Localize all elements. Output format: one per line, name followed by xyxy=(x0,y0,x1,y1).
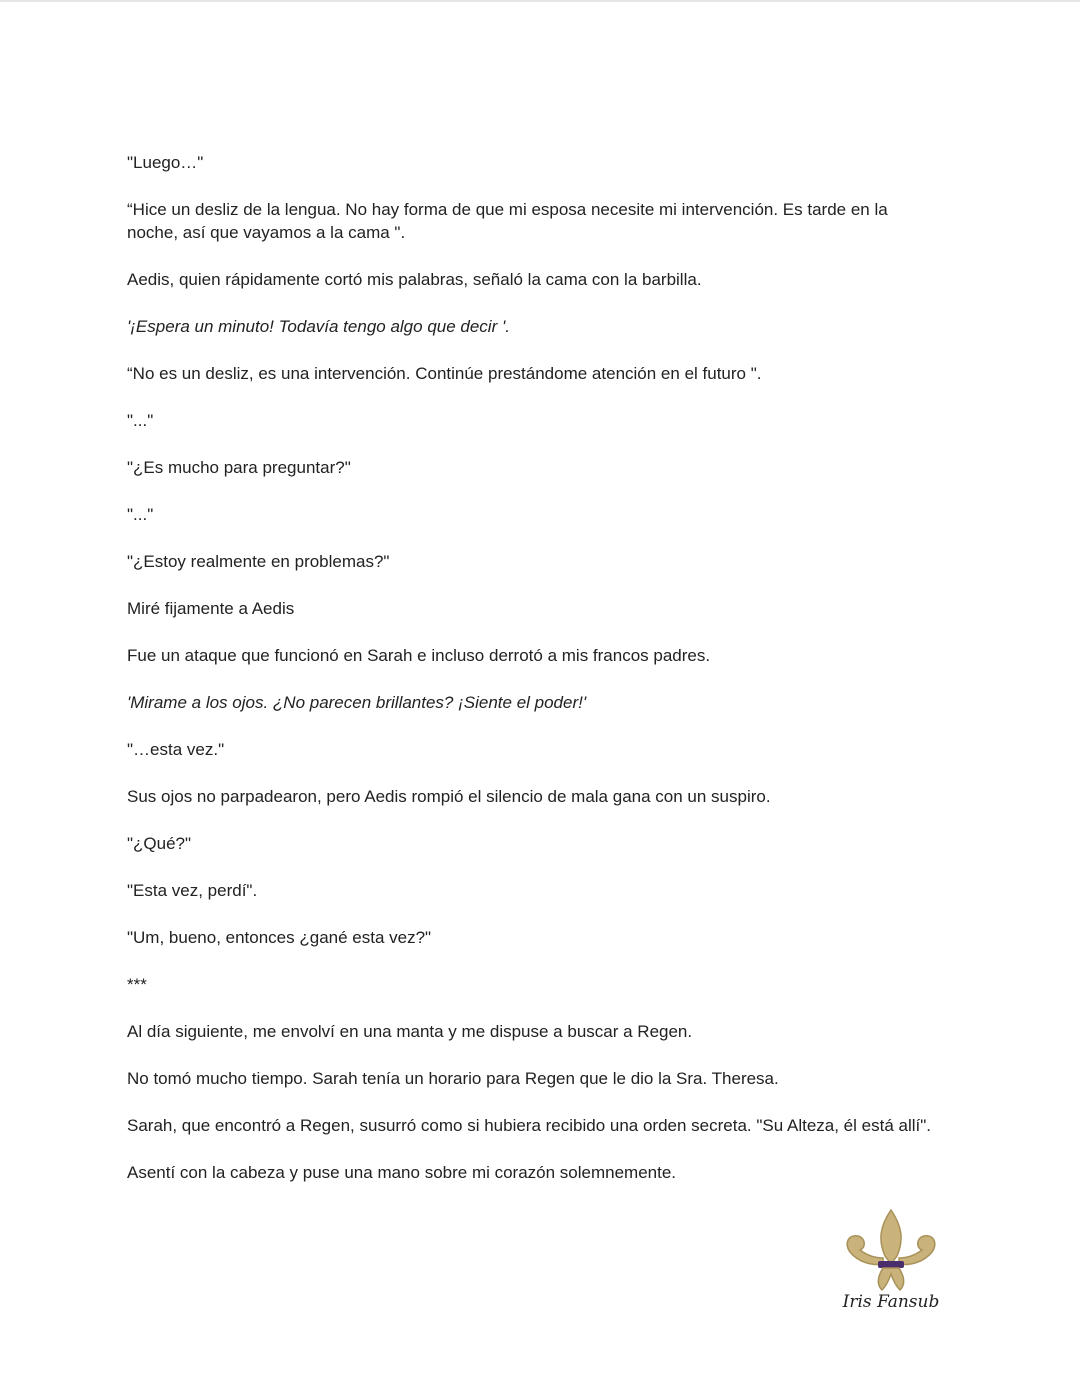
paragraph: Aedis, quien rápidamente cortó mis palabras, señaló la cama con la barbilla. xyxy=(127,270,702,289)
section-separator: *** xyxy=(127,975,147,994)
italic-thought-paragraph: 'Mirame a los ojos. ¿No parecen brillantes? ¡Siente el poder!' xyxy=(127,693,587,712)
logo-text: Iris Fansub xyxy=(842,1292,940,1312)
paragraph: "Luego…" xyxy=(127,153,204,172)
paragraph: Sus ojos no parpadearon, pero Aedis rompió el silencio de mala gana con un suspiro. xyxy=(127,787,771,806)
paragraph: “Hice un desliz de la lengua. No hay forma de que mi esposa necesite mi intervención. Es tarde en la noche, así que vayamos a la cama ". xyxy=(127,200,888,242)
paragraph: Al día siguiente, me envolví en una manta y me dispuse a buscar a Regen. xyxy=(127,1022,693,1041)
fleur-de-lis-icon xyxy=(836,1206,946,1296)
paragraph: "..." xyxy=(127,411,154,430)
paragraph: Fue un ataque que funcionó en Sarah e incluso derrotó a mis francos padres. xyxy=(127,646,711,665)
paragraph: Miré fijamente a Aedis xyxy=(127,599,295,618)
paragraph: No tomó mucho tiempo. Sarah tenía un horario para Regen que le dio la Sra. Theresa. xyxy=(127,1069,779,1088)
paragraph: "..." xyxy=(127,505,154,524)
paragraph: "¿Qué?" xyxy=(127,834,192,853)
paragraph: Sarah, que encontró a Regen, susurró como si hubiera recibido una orden secreta. "Su Alteza, él está allí". xyxy=(127,1116,931,1135)
paragraph: "Um, bueno, entonces ¿gané esta vez?" xyxy=(127,928,432,947)
italic-thought-paragraph: '¡Espera un minuto! Todavía tengo algo que decir '. xyxy=(127,317,510,336)
paragraph: "…esta vez." xyxy=(127,740,225,759)
paragraph: "¿Estoy realmente en problemas?" xyxy=(127,552,390,571)
page-top-border xyxy=(0,0,1080,2)
paragraph: Asentí con la cabeza y puse una mano sobre mi corazón solemnemente. xyxy=(127,1163,677,1182)
paragraph: "¿Es mucho para preguntar?" xyxy=(127,458,351,477)
document-body xyxy=(127,151,937,1208)
paragraph: "Esta vez, perdí". xyxy=(127,881,258,900)
paragraph: “No es un desliz, es una intervención. Continúe prestándome atención en el futuro ". xyxy=(127,364,762,383)
